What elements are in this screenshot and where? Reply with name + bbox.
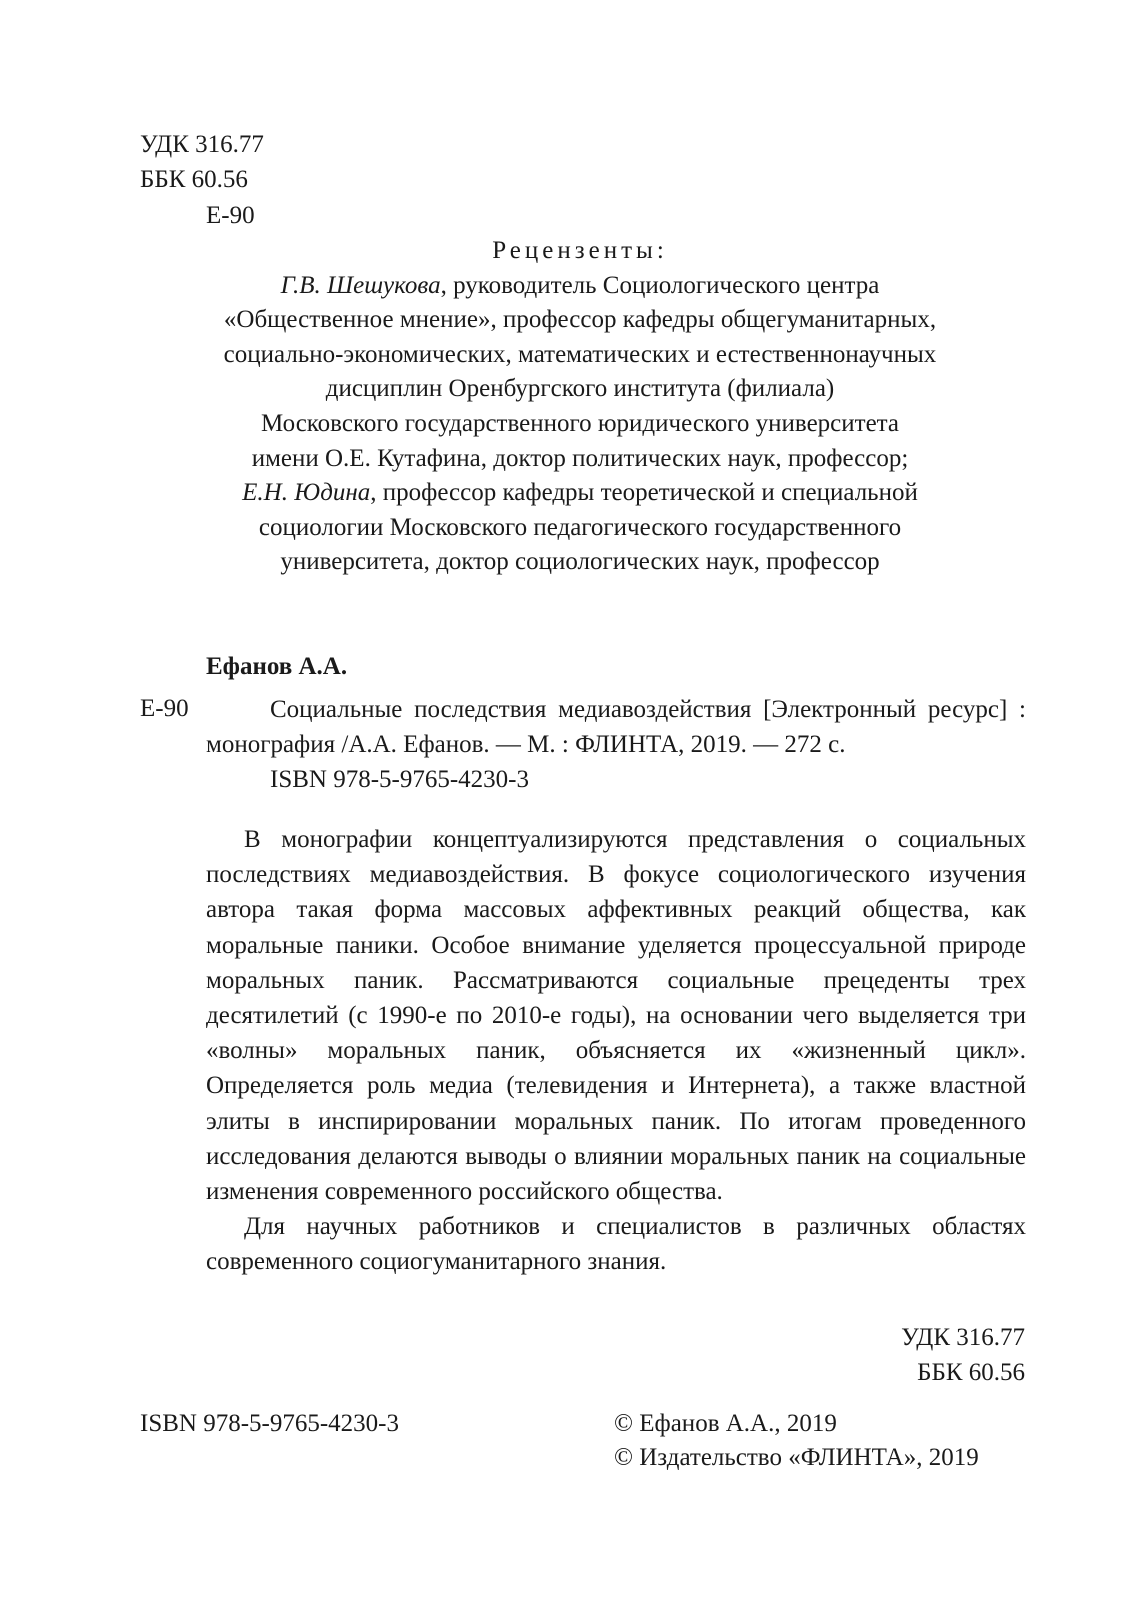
reviewer-2-line-3: университета, доктор социологических наук, профессор xyxy=(280,548,880,576)
reviewers-section xyxy=(150,234,1010,580)
copyright-publisher: © Издательство «ФЛИНТА», 2019 xyxy=(614,1444,979,1471)
reviewer-2-title: , профессор кафедры теоретической и специальной xyxy=(370,479,918,507)
isbn-bottom: ISBN 978-5-9765-4230-3 xyxy=(140,1410,400,1437)
reviewer-1-line-3: социально-экономических, математических и естественнонаучных xyxy=(223,340,937,368)
bibliography-text: Социальные последствия медиавоздействия [Электронный ресурс] : монография /А.А. Ефанов. — М. : ФЛИНТА, 2019. — 272 с. xyxy=(206,696,1026,758)
reviewer-2-name: Е.Н. Юдина xyxy=(242,479,371,507)
udk-code-bottom: УДК 316.77 xyxy=(901,1324,1025,1351)
abstract xyxy=(206,822,1026,1280)
abstract-paragraph-1: В монографии концептуализируются представления о социальных последствиях медиавоздействия. В фокусе социологического изучения автора такая форма массовых аффективных реакций общества, как моральные паники. Особое внимание уделяется процессуальной природе моральных паник. Рассматриваются социальные прецеденты трех десятилетий (с 1990-е по 2010-е годы), на основании чего выделяется три «волны» моральных паник, объясняется их «жизненный цикл». Определяется роль медиа (телевидения и Интернета), а также властной элиты в инспирировании моральных паник. По итогам проведенного исследования делаются выводы о влиянии моральных паник на социальные изменения современного российского общества. xyxy=(206,826,1026,1206)
bibliographic-description xyxy=(206,692,1026,797)
copyright-notices xyxy=(614,1407,979,1475)
record-author: Ефанов А.А. xyxy=(206,653,348,680)
reviewers-heading: Рецензенты: xyxy=(492,237,668,264)
reviewer-1-line-6: имени О.Е. Кутафина, доктор политических наук, профессор; xyxy=(251,444,909,472)
reviewer-2-line-2: социологии Московского педагогического государственного xyxy=(258,513,902,541)
reviewer-1-line-2: «Общественное мнение», профессор кафедры общегуманитарных, xyxy=(223,306,937,334)
udk-code: УДК 316.77 xyxy=(140,131,264,158)
reviewer-1-line-4: дисциплин Оренбургского института (филиала) xyxy=(325,375,835,403)
author-mark: Е-90 xyxy=(206,202,255,229)
reviewer-1-line-1 xyxy=(150,269,1010,304)
reviewer-1-line-5: Московского государственного юридического университета xyxy=(260,409,900,437)
record-code: Е-90 xyxy=(140,695,189,722)
copyright-author: © Ефанов А.А., 2019 xyxy=(614,1410,837,1437)
bbk-code-bottom: ББК 60.56 xyxy=(917,1359,1025,1386)
bbk-code: ББК 60.56 xyxy=(140,166,248,193)
classification-codes xyxy=(901,1320,1025,1390)
record-isbn: ISBN 978-5-9765-4230-3 xyxy=(270,766,530,793)
reviewer-2-line-1 xyxy=(150,476,1010,511)
reviewer-1-name: Г.В. Шешукова xyxy=(280,271,441,299)
reviewer-1-title: , руководитель Социологического центра xyxy=(440,271,880,299)
abstract-paragraph-2: Для научных работников и специалистов в различных областях современного социогуманитарного знания. xyxy=(206,1213,1026,1276)
